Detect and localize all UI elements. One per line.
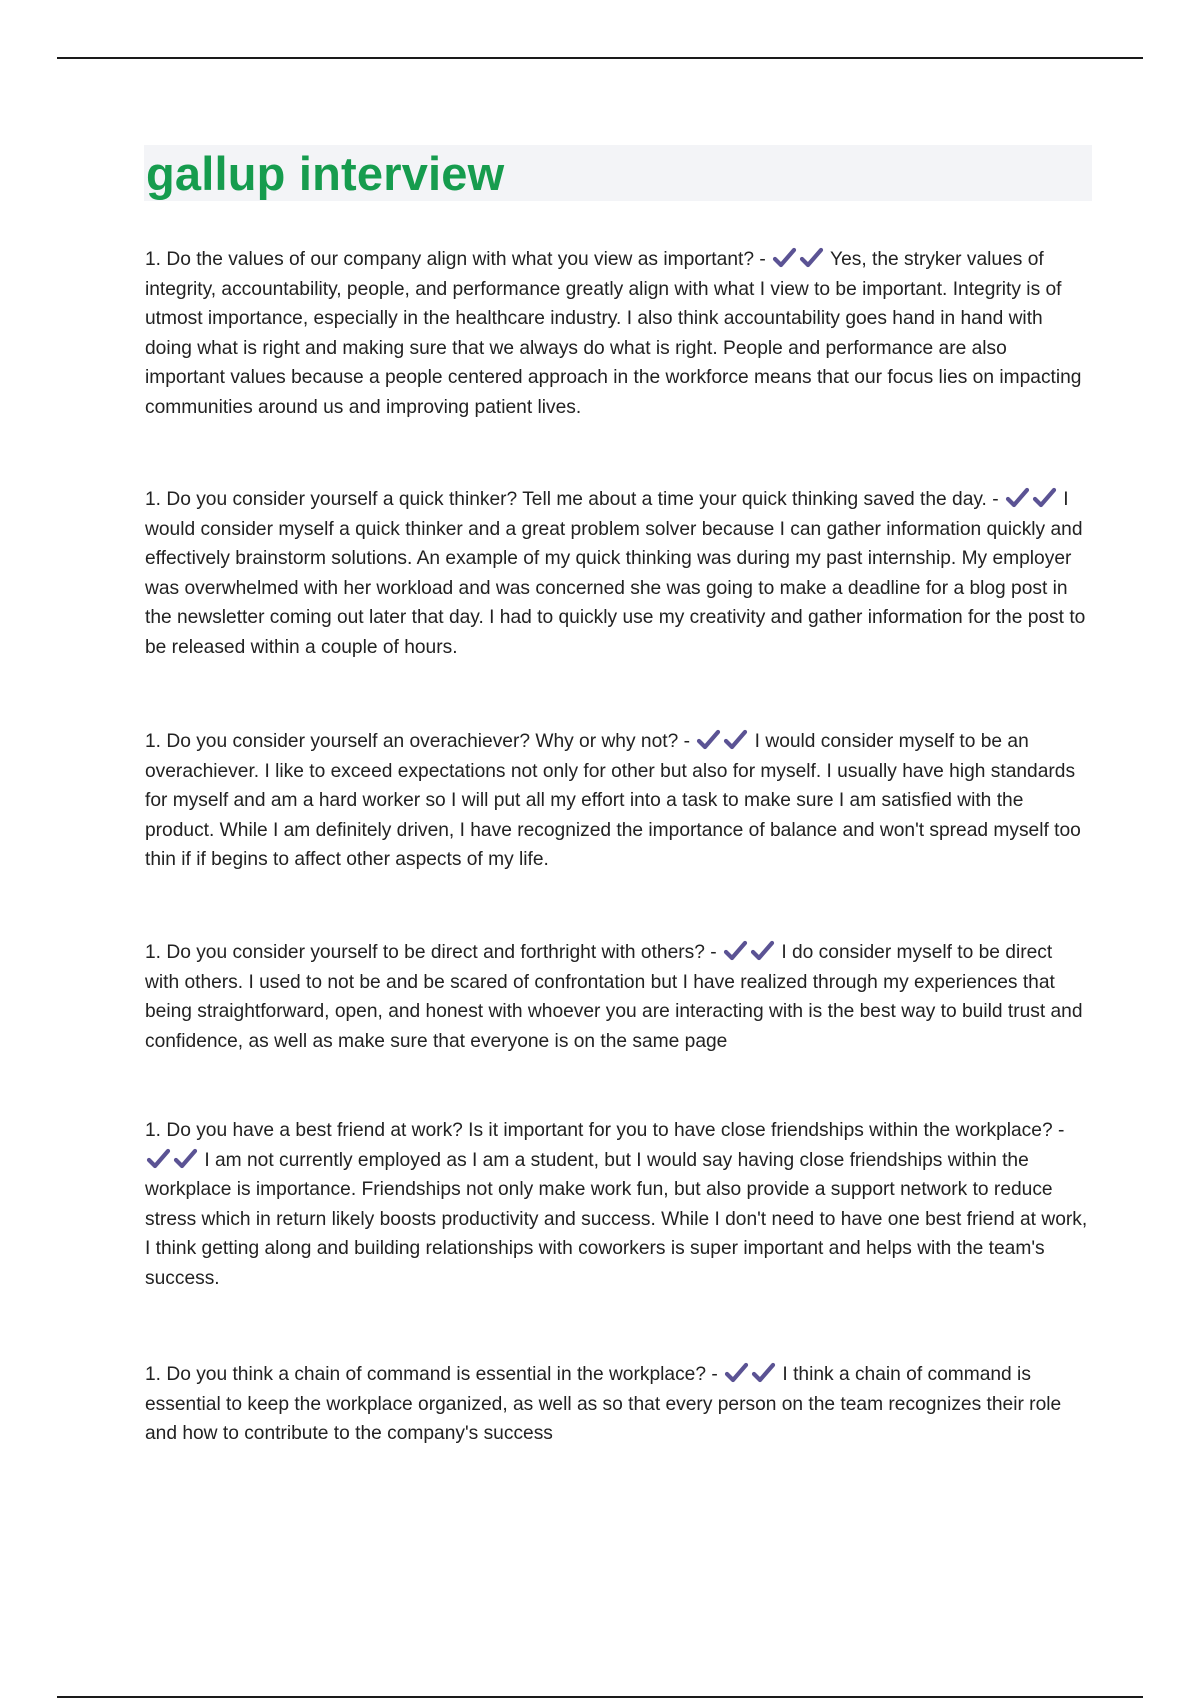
qa-item-5	[145, 1116, 1090, 1293]
qa-item-6	[145, 1360, 1090, 1449]
footer-rule	[57, 1696, 1143, 1698]
double-check-icon	[1005, 487, 1057, 509]
double-check-icon	[696, 729, 748, 751]
double-check-icon	[724, 1362, 776, 1384]
question-text: 1. Do you consider yourself a quick thinker? Tell me about a time your quick thinking saved the day. -	[145, 489, 999, 510]
answer-text: I am not currently employed as I am a student, but I would say having close friendships within the workplace is importance. Friendships not only make work fun, but also provide a support network to reduce stress which in return likely boosts productivity and success. While I don't need to have one best friend at work, I think getting along and building relationships with coworkers is super important and helps with the team's success.	[145, 1149, 1088, 1289]
question-text: 1. Do you think a chain of command is essential in the workplace? -	[145, 1364, 718, 1385]
answer-text: Yes, the stryker values of integrity, accountability, people, and performance greatly align with what I view to be important. Integrity is of utmost importance, especially in the healthcare industry. I also think accountability goes hand in hand with doing what is right and making sure that we always do what is right. People and performance are also important values because a people centered approach in the workforce means that our focus lies on impacting communities around us and improving patient lives.	[145, 249, 1082, 418]
question-text: 1. Do the values of our company align with what you view as important? -	[145, 249, 766, 270]
answer-text: I would consider myself to be an overachiever. I like to exceed expectations not only for other but also for myself. I usually have high standards for myself and am a hard worker so I will put all my effort into a task to make sure I am satisfied with the product. While I am definitely driven, I have recognized the importance of balance and won't spread myself too thin if if begins to affect other aspects of my life.	[145, 731, 1081, 870]
page-title: gallup interview	[146, 147, 505, 200]
answer-text: I would consider myself a quick thinker and a great problem solver because I can gather information quickly and effectively brainstorm solutions. An example of my quick thinking was during my past internship. My employer was overwhelmed with her workload and was concerned she was going to make a deadline for a blog post in the newsletter coming out later that day. I had to quickly use my creativity and gather information for the post to be released within a couple of hours.	[145, 489, 1086, 658]
qa-item-4	[145, 938, 1090, 1056]
double-check-icon	[146, 1148, 198, 1170]
answer-text: I do consider myself to be direct with others. I used to not be and be scared of confrontation but I have realized through my experiences that being straightforward, open, and honest with whoever you are interacting with is the best way to build trust and confidence, as well as make sure that everyone is on the same page	[145, 942, 1083, 1052]
qa-item-1	[145, 245, 1090, 422]
double-check-icon	[772, 247, 824, 269]
double-check-icon	[723, 940, 775, 962]
question-text: 1. Do you consider yourself to be direct and forthright with others? -	[145, 942, 717, 963]
qa-item-3	[145, 727, 1090, 875]
question-text: 1. Do you have a best friend at work? Is it important for you to have close friendships within the workplace? -	[145, 1120, 1065, 1141]
answer-text: I think a chain of command is essential to keep the workplace organized, as well as so that every person on the team recognizes their role and how to contribute to the company's success	[145, 1364, 1062, 1444]
qa-item-2	[145, 485, 1090, 662]
header-rule	[57, 57, 1143, 59]
question-text: 1. Do you consider yourself an overachiever? Why or why not? -	[145, 731, 690, 752]
